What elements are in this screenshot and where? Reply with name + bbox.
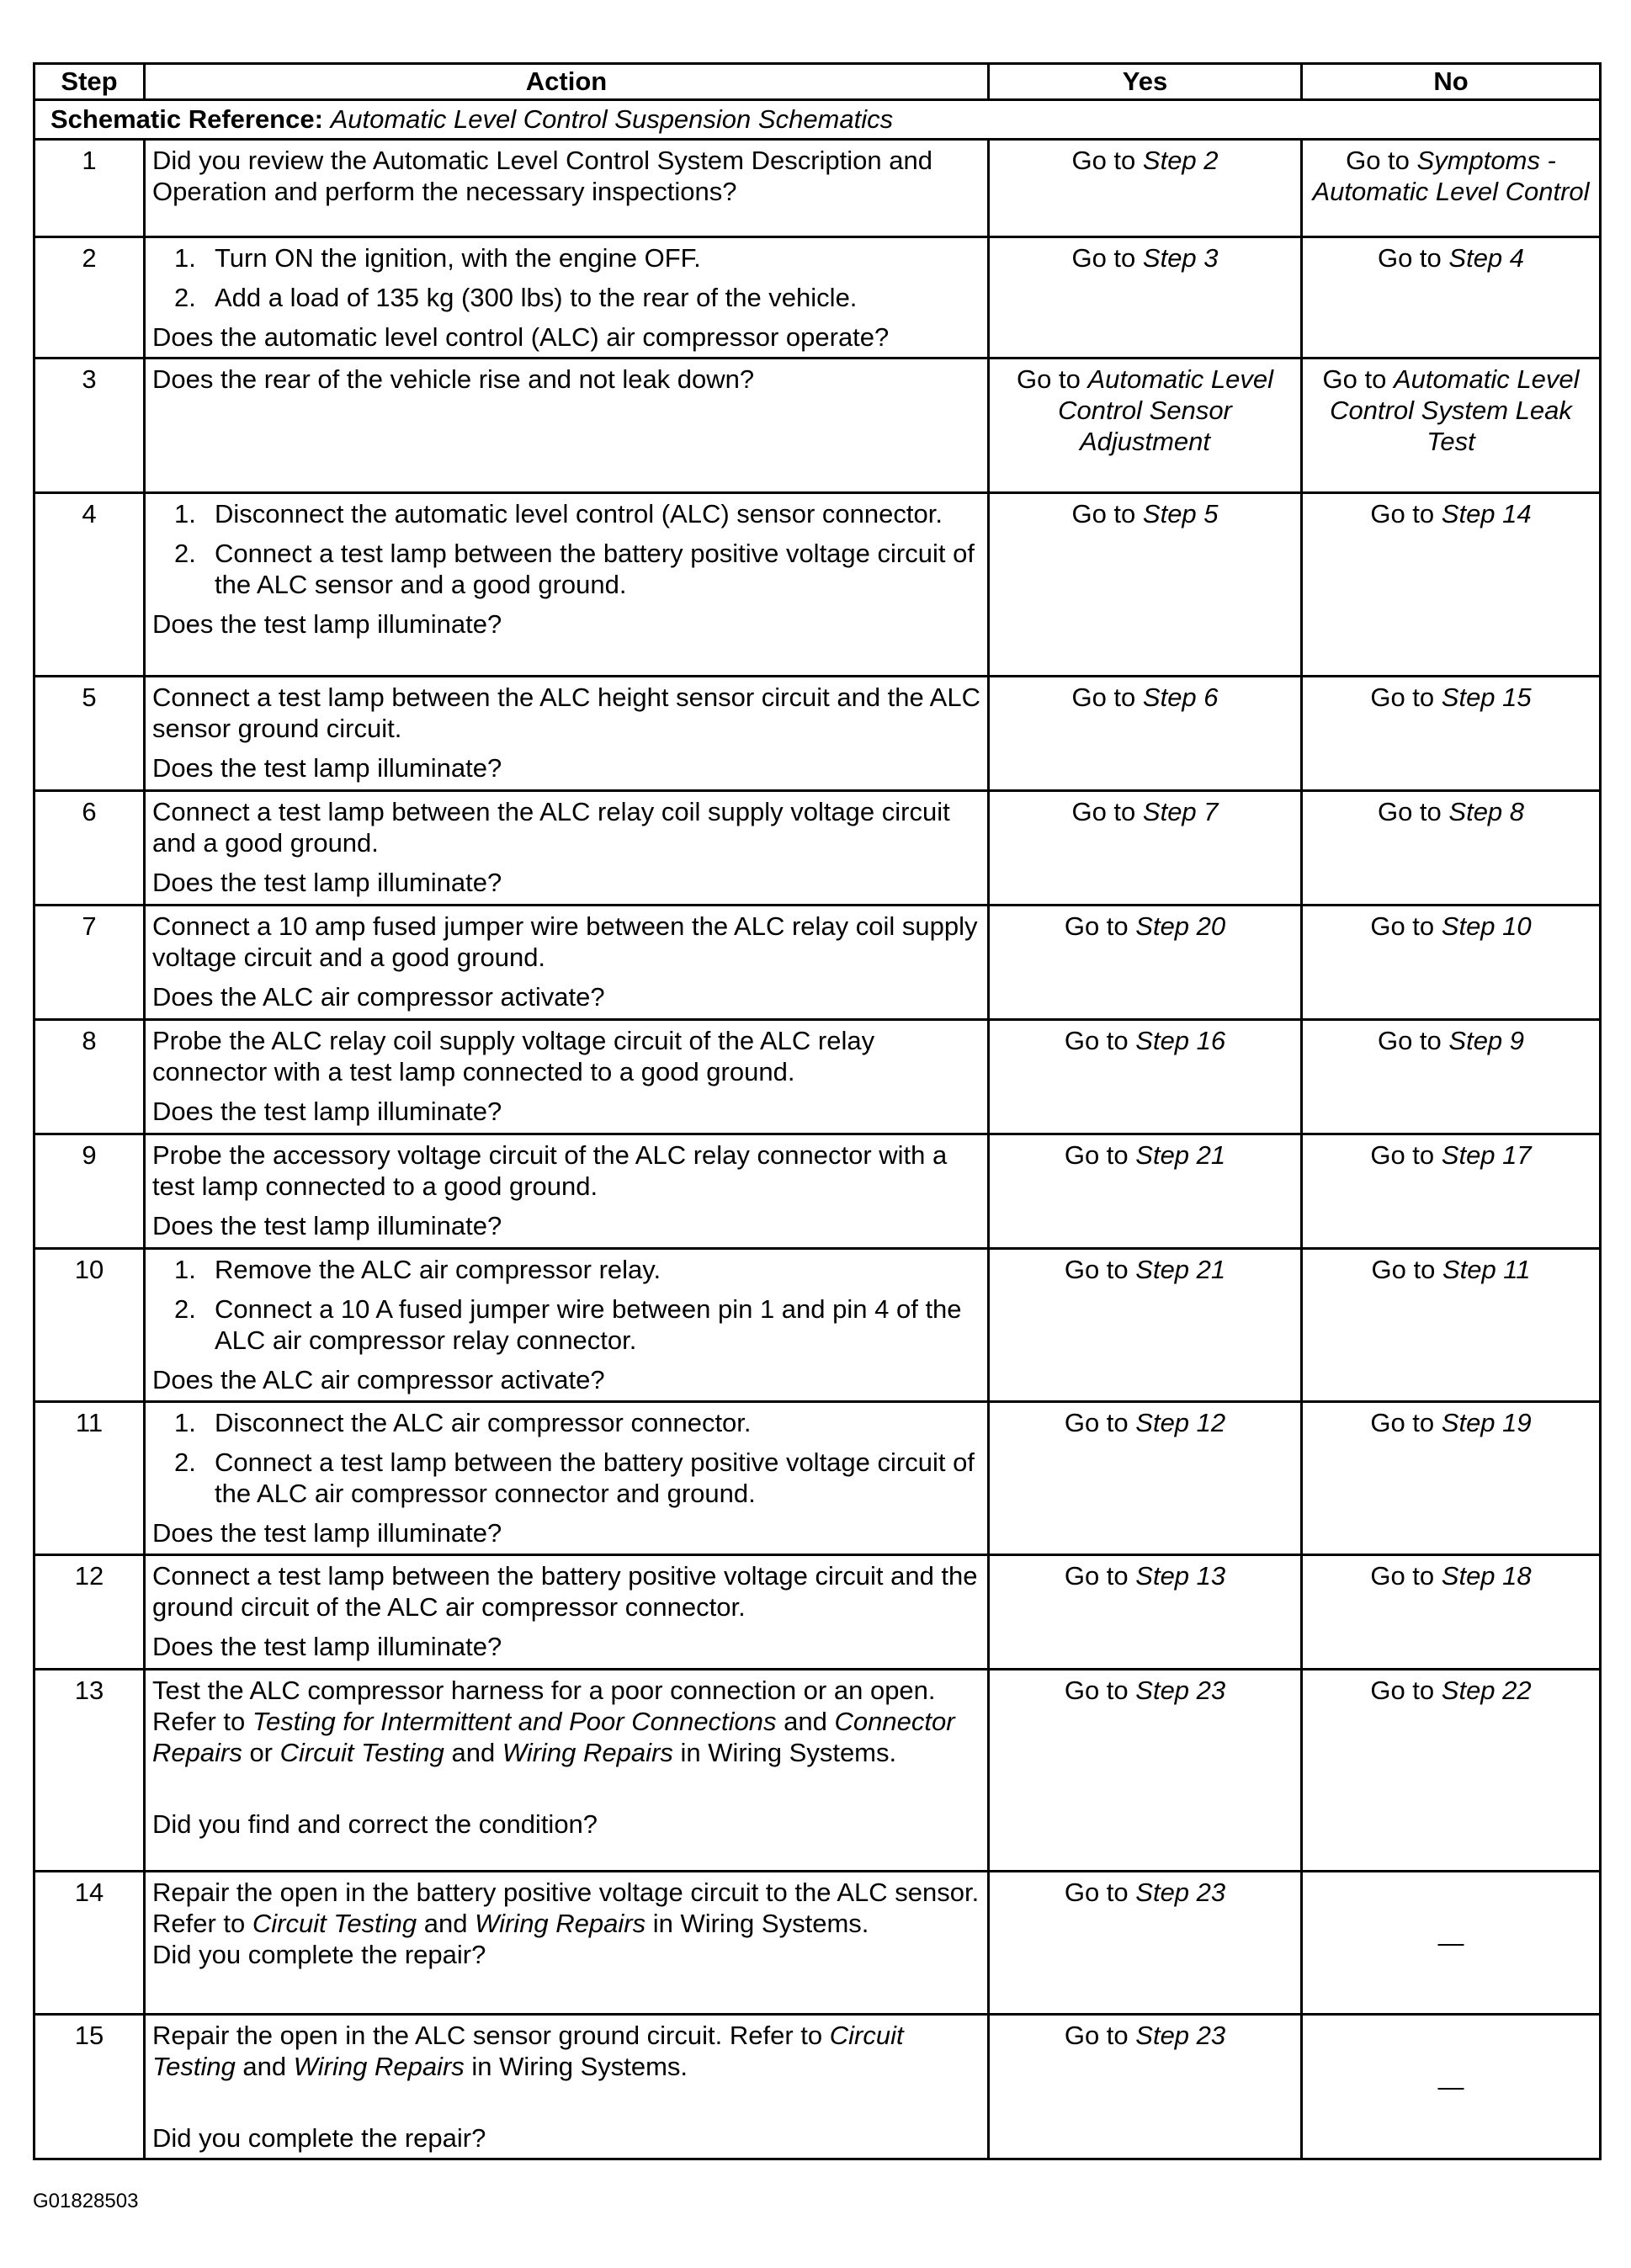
substep: 2. Connect a 10 A fused jumper wire between pin 1 and pin 4 of the ALC air compressor relay connector. xyxy=(174,1294,962,1355)
substep-text: Connect a test lamp between the battery positive voltage circuit of the ALC air compressor connector and ground. xyxy=(215,1447,975,1508)
yes-link[interactable]: Automatic Level Control Sensor Adjustment xyxy=(1058,364,1273,456)
step-number: 14 xyxy=(35,1872,145,2015)
step-number: 4 xyxy=(35,493,145,677)
action-cell xyxy=(145,359,989,493)
yes-link[interactable]: Step 12 xyxy=(1135,1408,1226,1437)
no-link[interactable]: Step 8 xyxy=(1448,797,1525,826)
yes-prefix: Go to xyxy=(1071,243,1143,273)
action-text: Probe the accessory voltage circuit of the ALC relay connector with a test lamp connected to a good ground. xyxy=(152,1140,948,1201)
yes-cell xyxy=(989,1402,1302,1555)
action-cell xyxy=(145,906,989,1020)
yes-cell xyxy=(989,791,1302,906)
no-link[interactable]: Step 18 xyxy=(1441,1561,1532,1591)
substep-text: Connect a test lamp between the battery positive voltage circuit of the ALC sensor and a good ground. xyxy=(215,539,975,599)
action-cell xyxy=(145,1402,989,1555)
step-number: 7 xyxy=(35,906,145,1020)
action-cell xyxy=(145,791,989,906)
action-cell xyxy=(145,677,989,791)
no-prefix: Go to xyxy=(1370,1408,1442,1437)
yes-link[interactable]: Step 2 xyxy=(1142,146,1219,175)
no-link[interactable]: Step 9 xyxy=(1448,1026,1525,1055)
yes-prefix: Go to xyxy=(1064,1140,1136,1170)
step-number: 10 xyxy=(35,1249,145,1402)
yes-link[interactable]: Step 20 xyxy=(1135,911,1226,941)
table-row xyxy=(35,677,1601,791)
figure-code: G01828503 xyxy=(33,2190,139,2212)
table-row xyxy=(35,493,1601,677)
no-cell xyxy=(1302,1134,1601,1249)
no-prefix: Go to xyxy=(1370,1561,1442,1591)
action-text: Repair the open in the ALC sensor ground circuit. Refer to Circuit Testing and Wiring Repairs in Wiring Systems. xyxy=(152,2021,904,2081)
substep: 1. Disconnect the automatic level control (ALC) sensor connector. xyxy=(174,499,943,528)
table-row xyxy=(35,1872,1601,2015)
no-prefix: Go to xyxy=(1377,1026,1449,1055)
substep: 1. Turn ON the ignition, with the engine OFF. xyxy=(174,243,701,273)
no-prefix: Go to xyxy=(1370,1676,1442,1705)
action-text: Repair the open in the battery positive voltage circuit to the ALC sensor. Refer to Circuit Testing and Wiring Repairs in Wiring Systems. xyxy=(152,1878,980,1938)
no-cell xyxy=(1302,140,1601,237)
action-cell xyxy=(145,493,989,677)
action-cell xyxy=(145,1249,989,1402)
table-row xyxy=(35,791,1601,906)
no-prefix: Go to xyxy=(1377,243,1449,273)
action-question: Does the automatic level control (ALC) air compressor operate? xyxy=(152,322,890,352)
schematic-value: Automatic Level Control Suspension Schematics xyxy=(330,104,894,134)
action-text: Connect a test lamp between the battery positive voltage circuit and the ground circuit of the ALC air compressor connector. xyxy=(152,1561,978,1622)
action-question: Does the ALC air compressor activate? xyxy=(152,982,605,1012)
table-row xyxy=(35,1670,1601,1872)
yes-prefix: Go to xyxy=(1064,1255,1136,1284)
yes-link[interactable]: Step 5 xyxy=(1142,499,1219,528)
yes-prefix: Go to xyxy=(1064,1878,1136,1907)
yes-link[interactable]: Step 13 xyxy=(1135,1561,1226,1591)
action-substeps xyxy=(152,1407,980,1509)
yes-cell xyxy=(989,237,1302,359)
table-row xyxy=(35,1402,1601,1555)
step-number: 15 xyxy=(35,2015,145,2159)
substep-text: Disconnect the automatic level control (ALC) sensor connector. xyxy=(215,499,943,528)
no-prefix: Go to xyxy=(1377,797,1449,826)
action-question: Does the test lamp illuminate? xyxy=(152,1097,502,1126)
header-row xyxy=(35,64,1601,100)
action-question: Did you complete the repair? xyxy=(152,2123,486,2153)
yes-cell xyxy=(989,1872,1302,2015)
table-row xyxy=(35,1020,1601,1134)
yes-prefix: Go to xyxy=(1071,683,1143,712)
action-cell xyxy=(145,1872,989,2015)
no-link[interactable]: Step 17 xyxy=(1441,1140,1532,1170)
yes-cell xyxy=(989,2015,1302,2159)
yes-prefix: Go to xyxy=(1071,499,1143,528)
substep: 1. Disconnect the ALC air compressor connector. xyxy=(174,1408,752,1437)
substep: 2. Add a load of 135 kg (300 lbs) to the rear of the vehicle. xyxy=(174,283,858,312)
action-cell xyxy=(145,2015,989,2159)
yes-cell xyxy=(989,1134,1302,1249)
no-cell xyxy=(1302,359,1601,493)
header-no: No xyxy=(1302,64,1601,100)
ref-link[interactable]: Wiring Repairs xyxy=(293,2052,465,2081)
diagnostic-table xyxy=(33,62,1602,2160)
action-cell xyxy=(145,1134,989,1249)
no-cell xyxy=(1302,1670,1601,1872)
ref-link[interactable]: Circuit Testing xyxy=(152,2021,904,2081)
action-question: Does the ALC air compressor activate? xyxy=(152,1365,605,1394)
action-cell xyxy=(145,237,989,359)
step-number: 8 xyxy=(35,1020,145,1134)
step-number: 3 xyxy=(35,359,145,493)
step-number: 11 xyxy=(35,1402,145,1555)
yes-prefix: Go to xyxy=(1064,1026,1136,1055)
header-step: Step xyxy=(35,64,145,100)
action-cell xyxy=(145,1670,989,1872)
action-question: Does the test lamp illuminate? xyxy=(152,1632,502,1661)
yes-prefix: Go to xyxy=(1064,1676,1136,1705)
action-text: Did you review the Automatic Level Control System Description and Operation and perform the necessary inspections? xyxy=(152,146,932,206)
yes-cell xyxy=(989,1670,1302,1872)
no-cell xyxy=(1302,1402,1601,1555)
step-number: 12 xyxy=(35,1555,145,1670)
ref-link[interactable]: Wiring Repairs xyxy=(502,1738,673,1767)
ref-link[interactable]: Testing for Intermittent and Poor Connections xyxy=(252,1707,777,1736)
yes-link[interactable]: Step 21 xyxy=(1135,1140,1226,1170)
schematic-label: Schematic Reference: xyxy=(50,104,323,134)
ref-link[interactable]: Circuit Testing xyxy=(252,1909,417,1938)
table-row xyxy=(35,359,1601,493)
step-number: 6 xyxy=(35,791,145,906)
no-link[interactable]: Step 14 xyxy=(1441,499,1532,528)
yes-cell xyxy=(989,1555,1302,1670)
no-prefix: Go to xyxy=(1370,1140,1442,1170)
action-text: Connect a test lamp between the ALC relay coil supply voltage circuit and a good ground. xyxy=(152,797,950,858)
no-prefix: Go to xyxy=(1322,364,1394,394)
substep-text: Turn ON the ignition, with the engine OFF. xyxy=(215,243,701,273)
action-cell xyxy=(145,1555,989,1670)
action-question: Did you find and correct the condition? xyxy=(152,1809,598,1839)
yes-prefix: Go to xyxy=(1064,911,1136,941)
action-text: Test the ALC compressor harness for a poor connection or an open. Refer to Testing for Intermittent and Poor Connections and Connector Repairs or Circuit Testing and Wiring Repairs in Wiring Systems. xyxy=(152,1676,955,1767)
no-dash: — xyxy=(1437,2072,1464,2101)
no-link[interactable]: Step 10 xyxy=(1441,911,1532,941)
no-cell xyxy=(1302,1872,1601,2015)
no-cell xyxy=(1302,2015,1601,2159)
action-text: Probe the ALC relay coil supply voltage circuit of the ALC relay connector with a test lamp connected to a good ground. xyxy=(152,1026,875,1086)
table-row xyxy=(35,1249,1601,1402)
yes-prefix: Go to xyxy=(1064,1561,1136,1591)
substep-text: Add a load of 135 kg (300 lbs) to the rear of the vehicle. xyxy=(215,283,858,312)
substep-text: Disconnect the ALC air compressor connector. xyxy=(215,1408,752,1437)
table-row xyxy=(35,1555,1601,1670)
yes-prefix: Go to xyxy=(1064,1408,1136,1437)
no-prefix: Go to xyxy=(1346,146,1417,175)
yes-link[interactable]: Step 7 xyxy=(1142,797,1219,826)
yes-link[interactable]: Step 23 xyxy=(1135,2021,1226,2050)
action-question: Does the test lamp illuminate? xyxy=(152,753,502,783)
yes-cell xyxy=(989,1020,1302,1134)
ref-link[interactable]: Connector Repairs xyxy=(152,1707,955,1767)
substep: 2. Connect a test lamp between the battery positive voltage circuit of the ALC air compressor connector and ground. xyxy=(174,1447,975,1508)
table-row xyxy=(35,237,1601,359)
action-question: Does the test lamp illuminate? xyxy=(152,1518,502,1548)
yes-prefix: Go to xyxy=(1071,146,1143,175)
action-cell xyxy=(145,140,989,237)
no-cell xyxy=(1302,1249,1601,1402)
no-cell xyxy=(1302,1555,1601,1670)
substep: 2. Connect a test lamp between the battery positive voltage circuit of the ALC sensor and a good ground. xyxy=(174,539,975,599)
schematic-row xyxy=(35,100,1601,140)
yes-link[interactable]: Step 23 xyxy=(1135,1676,1226,1705)
yes-cell xyxy=(989,359,1302,493)
yes-link[interactable]: Step 16 xyxy=(1135,1026,1226,1055)
action-question: Did you complete the repair? xyxy=(152,1940,486,1969)
step-number: 13 xyxy=(35,1670,145,1872)
action-substeps xyxy=(152,242,980,313)
no-cell xyxy=(1302,493,1601,677)
action-substeps xyxy=(152,498,980,600)
step-number: 5 xyxy=(35,677,145,791)
substep-text: Remove the ALC air compressor relay. xyxy=(215,1255,661,1284)
action-text: Does the rear of the vehicle rise and not leak down? xyxy=(152,364,755,394)
action-text: Connect a test lamp between the ALC height sensor circuit and the ALC sensor ground circuit. xyxy=(152,683,980,743)
no-cell xyxy=(1302,677,1601,791)
no-link[interactable]: Step 22 xyxy=(1441,1676,1532,1705)
ref-link[interactable]: Circuit Testing xyxy=(279,1738,444,1767)
yes-cell xyxy=(989,906,1302,1020)
table-row xyxy=(35,2015,1601,2159)
no-prefix: Go to xyxy=(1370,911,1442,941)
table-row xyxy=(35,906,1601,1020)
no-link[interactable]: Step 19 xyxy=(1441,1408,1532,1437)
no-prefix: Go to xyxy=(1371,1255,1442,1284)
action-question: Does the test lamp illuminate? xyxy=(152,868,502,897)
no-dash: — xyxy=(1437,1928,1464,1957)
table-row xyxy=(35,1134,1601,1249)
yes-cell xyxy=(989,677,1302,791)
yes-prefix: Go to xyxy=(1017,364,1088,394)
action-question: Does the test lamp illuminate? xyxy=(152,1211,502,1240)
yes-link[interactable]: Step 3 xyxy=(1142,243,1219,273)
action-text: Connect a 10 amp fused jumper wire between the ALC relay coil supply voltage circuit and a good ground. xyxy=(152,911,978,972)
yes-link[interactable]: Step 6 xyxy=(1142,683,1219,712)
no-link[interactable]: Step 15 xyxy=(1441,683,1532,712)
yes-cell xyxy=(989,1249,1302,1402)
action-cell xyxy=(145,1020,989,1134)
action-question: Does the test lamp illuminate? xyxy=(152,609,502,639)
no-link[interactable]: Step 4 xyxy=(1448,243,1525,273)
yes-link[interactable]: Step 23 xyxy=(1135,1878,1226,1907)
header-action: Action xyxy=(145,64,989,100)
yes-link[interactable]: Step 21 xyxy=(1135,1255,1226,1284)
substep: 1. Remove the ALC air compressor relay. xyxy=(174,1255,661,1284)
no-cell xyxy=(1302,791,1601,906)
yes-cell xyxy=(989,493,1302,677)
action-substeps xyxy=(152,1254,980,1356)
yes-prefix: Go to xyxy=(1064,2021,1136,2050)
no-link[interactable]: Step 11 xyxy=(1442,1255,1531,1284)
ref-link[interactable]: Wiring Repairs xyxy=(475,1909,646,1938)
no-cell xyxy=(1302,237,1601,359)
step-number: 9 xyxy=(35,1134,145,1249)
header-yes: Yes xyxy=(989,64,1302,100)
no-prefix: Go to xyxy=(1370,683,1442,712)
schematic-reference xyxy=(35,100,1601,140)
no-link[interactable]: Symptoms - Automatic Level Control xyxy=(1312,146,1590,206)
no-prefix: Go to xyxy=(1370,499,1442,528)
table-row xyxy=(35,140,1601,237)
yes-prefix: Go to xyxy=(1071,797,1143,826)
substep-text: Connect a 10 A fused jumper wire between pin 1 and pin 4 of the ALC air compressor relay connector. xyxy=(215,1294,962,1355)
no-cell xyxy=(1302,1020,1601,1134)
step-number: 2 xyxy=(35,237,145,359)
step-number: 1 xyxy=(35,140,145,237)
yes-cell xyxy=(989,140,1302,237)
no-cell xyxy=(1302,906,1601,1020)
no-link[interactable]: Automatic Level Control System Leak Test xyxy=(1330,364,1580,456)
